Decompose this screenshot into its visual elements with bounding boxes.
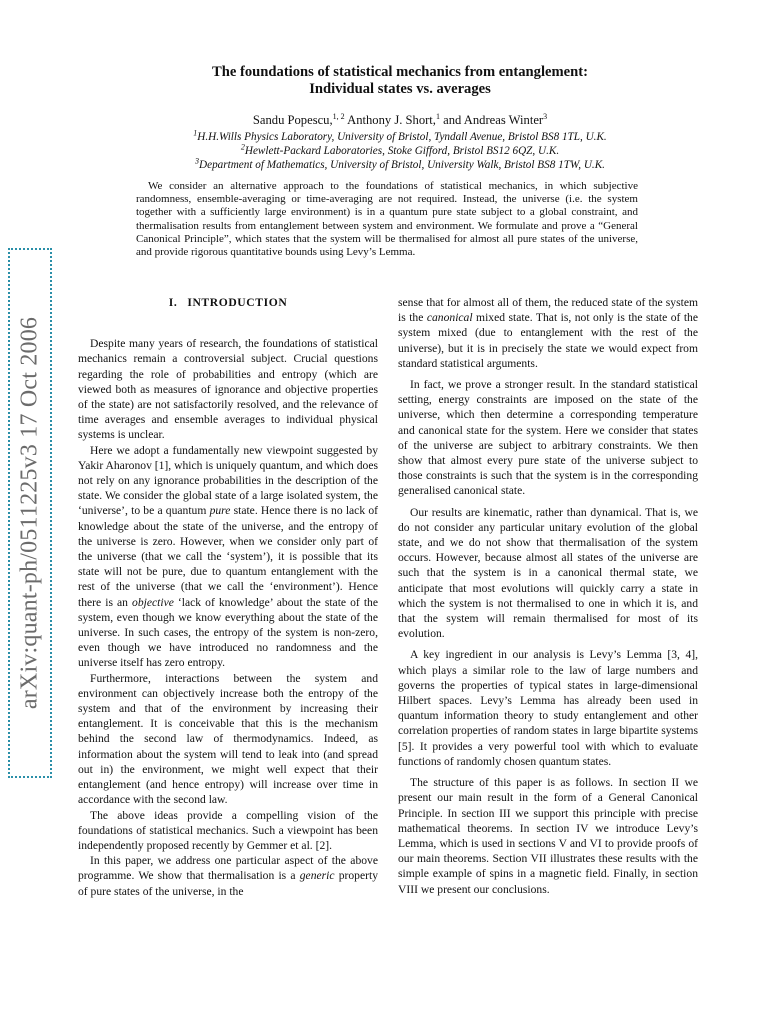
arxiv-id: arXiv:quant-ph/0511225v3 17 Oct 2006 xyxy=(16,316,43,710)
section-number: I. xyxy=(168,296,178,309)
affiliation-3-text: Department of Mathematics, University of Bristol, University Walk, Bristol BS8 1TW, U.K. xyxy=(199,159,605,171)
emphasis: objective xyxy=(132,595,174,609)
emphasis: canonical xyxy=(426,311,473,325)
section-title: INTRODUCTION xyxy=(187,296,288,309)
paragraph: A key ingredient in our analysis is Levy’s Lemma [3, 4], which plays a similar role to the law of large numbers and governs the properties of typical states in large-dimensional Hilbert spaces. Levy’s Lemma has already been used in quantum information theory to study entanglement and other correlation properties of random states in large bipartite systems [5]. It provides a very powerful tool with which to evaluate functions of randomly chosen quantum states. xyxy=(398,648,698,768)
emphasis: pure xyxy=(209,504,231,518)
author-3-sup: 3 xyxy=(543,111,548,121)
paragraph-text: In this paper, we address one particular aspect of the above programme. We show that thermalisation is a xyxy=(78,854,378,883)
paragraph: The structure of this paper is as follows. In section II we present our main result in the form of a General Canonical Principle. In section III we support this principle with precise mathematical theorems. In section IV we introduce Levy’s Lemma, which is used in sections V and VI to provide proofs of our main theorems. Section VII illustrates these results with the simple example of spins in a magnetic field. Finally, in section VIII we present our conclusions. xyxy=(398,776,698,896)
affiliation-1-sup: 1 xyxy=(193,128,198,138)
paragraph: In fact, we prove a stronger result. In the standard statistical setting, energy constraints are imposed on the state of the universe, which then determine a corresponding temperature and canonical state for the system. Here we consider that states of the universe are subject to arbitrary constraints. We then show that almost every pure state of the universe subject to those constraints is such that the system is in the corresponding generalised canonical state. xyxy=(398,378,698,498)
affiliation-2-text: Hewlett-Packard Laboratories, Stoke Gifford, Bristol BS12 6QZ, U.K. xyxy=(244,145,560,157)
paragraph-text: state. Hence there is no lack of knowledge about the state of the universe, and the entropy of the universe is zero. However, when we consider only part of the universe (that we call the ‘system’), it is possible that its state will not be pure, due to quantum entanglement with the rest of the universe (that we call the ‘environment’). Hence there is an xyxy=(78,504,378,609)
emphasis: generic xyxy=(299,869,335,883)
affiliation-1 xyxy=(80,130,720,144)
author-1-sup: 1, 2 xyxy=(332,111,345,121)
paragraph xyxy=(78,443,378,671)
author-2: Anthony J. Short, xyxy=(344,113,436,127)
section-heading xyxy=(78,295,378,310)
abstract: We consider an alternative approach to the foundations of statistical mechanics, in which subjective randomness, ensemble-averaging or time-averaging are not required. Instead, the universe (i.e. the system together with a sufficiently large environment) is in a quantum pure state subject to a global constraint, and thermalisation results from entanglement between system and environment. We formulate and prove a “General Canonical Principle”, which states that the system will be thermalised for almost all pure states of the universe, and provide rigorous quantitative bounds using Levy’s Lemma. xyxy=(136,180,638,259)
left-column xyxy=(78,295,378,899)
author-list xyxy=(80,112,720,128)
paragraph-text: property of pure states of the universe, in the xyxy=(78,869,378,898)
paragraph xyxy=(398,295,698,371)
right-column xyxy=(398,295,698,897)
paragraph: The above ideas provide a compelling vision of the foundations of statistical mechanics. Such a viewpoint has been independently proposed recently by Gemmer et al. [2]. xyxy=(78,808,378,852)
affiliation-3-sup: 3 xyxy=(195,156,200,166)
author-2-sup: 1 xyxy=(435,111,440,121)
affiliation-3 xyxy=(80,158,720,172)
arxiv-stamp xyxy=(8,248,52,778)
title-line-2: Individual states vs. averages xyxy=(309,81,491,97)
paragraph-text: mixed state. That is, not only is the state of the system mixed (due to entanglement with the rest of the universe), but it is in precisely the state we would expect from standard statistical arguments. xyxy=(398,311,698,370)
title-block xyxy=(80,64,720,172)
author-1: Sandu Popescu, xyxy=(252,113,333,127)
affiliation-2-sup: 2 xyxy=(240,142,245,152)
affiliation-1-text: H.H.Wills Physics Laboratory, University of Bristol, Tyndall Avenue, Bristol BS8 1TL, U.K. xyxy=(197,131,607,143)
author-3: and Andreas Winter xyxy=(439,113,544,127)
affiliations xyxy=(80,130,720,172)
paragraph xyxy=(78,853,378,899)
paper-title xyxy=(80,64,720,98)
paragraph-text: sense that for almost all of them, the reduced state of the system is the xyxy=(398,296,698,325)
paragraph: Despite many years of research, the foundations of statistical mechanics remain a controversial subject. Crucial questions regarding the role of probabilities and entropy (which are viewed both as measures of ignorance and objective properties of the state) are not satisfactorily resolved, and the relevance of time averages and ensemble averages to individual physical systems is unclear. xyxy=(78,337,378,442)
paragraph: Furthermore, interactions between the system and environment can objectively increase both the entropy of the system and that of the environment by increasing their entanglement. It is conceivable that this is the mechanism behind the second law of thermodynamics. Indeed, as information about the system will tend to leak into (and spread out in) the environment, we might well expect that their entanglement (and hence entropy) will increase over time in accordance with the second law. xyxy=(78,671,378,807)
title-line-1: The foundations of statistical mechanics from entanglement: xyxy=(212,64,588,80)
paragraph: Our results are kinematic, rather than dynamical. That is, we do not consider any particular unitary evolution of the global state, and we do not show that thermalisation of the system occurs. However, because almost all states of the universe are such that the system is in a canonical thermal state, we anticipate that most evolutions will quickly carry a state in which the system is not thermalised to one in which it is, and that the system will remain thermalised for most of its evolution. xyxy=(398,505,698,641)
paragraph-text: ‘lack of knowledge’ about the state of the system, even though we know everything about the state of the universe. In such cases, the entropy of the system is non-zero, even though we have introduced no randomness and the universe itself has zero entropy. xyxy=(78,595,378,670)
paragraph-text: Here we adopt a fundamentally new viewpoint suggested by Yakir Aharonov [1], which is uniquely quantum, and which does not rely on any ignorance probabilities in the description of the state. We consider the global state of a large isolated system, the ‘universe’, to be a quantum xyxy=(78,443,378,518)
affiliation-2 xyxy=(80,144,720,158)
